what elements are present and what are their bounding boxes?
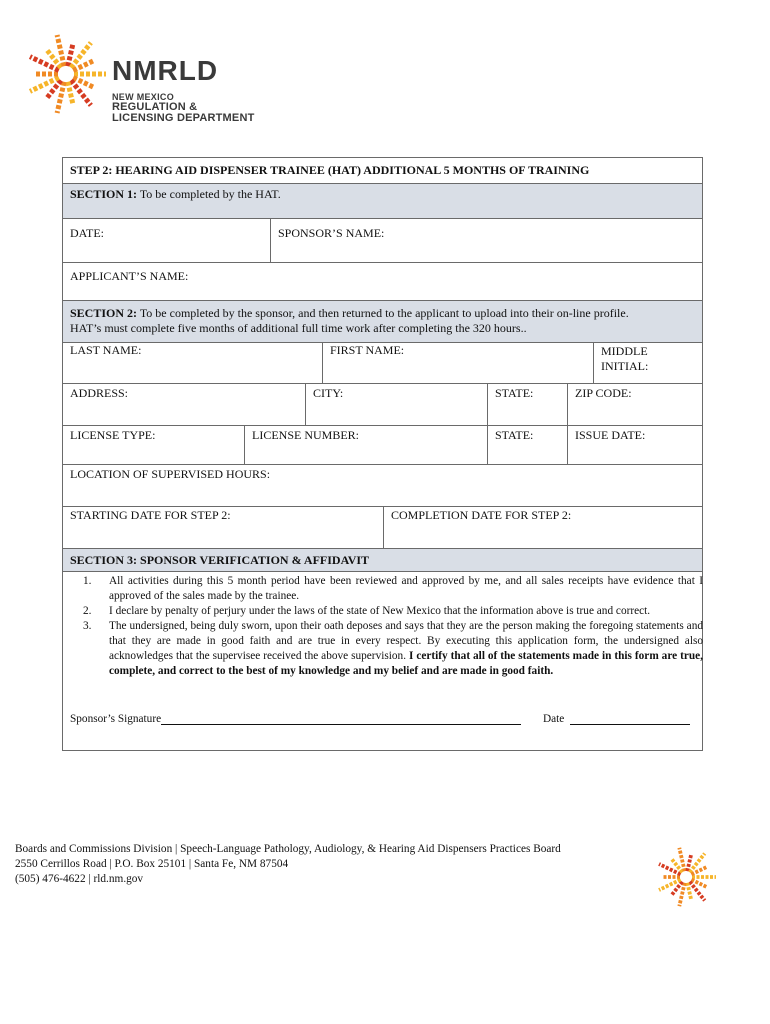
city-label: CITY: — [313, 386, 344, 400]
section2-text: To be completed by the sponsor, and then returned to the applicant to upload into their on-line profile. — [139, 306, 629, 320]
list-item — [83, 574, 703, 604]
nmrld-logo-icon — [22, 28, 112, 118]
section1-heading: SECTION 1: — [70, 187, 138, 201]
license-number-field[interactable] — [245, 426, 488, 464]
city-field[interactable] — [306, 384, 488, 425]
logo-ray — [687, 855, 691, 871]
section2-heading: SECTION 2: — [70, 306, 138, 320]
completion-date-label: COMPLETION DATE FOR STEP 2: — [391, 508, 572, 522]
section2-header — [63, 301, 702, 343]
footer-line1: Boards and Commissions Division | Speech-Language Pathology, Audiology, & Hearing Aid Dispensers Practices Board — [15, 843, 561, 855]
middle-initial-field[interactable] — [594, 343, 702, 383]
item-text: I declare by penalty of perjury under the laws of the state of New Mexico that the information above is true and correct. — [109, 605, 651, 617]
license-number-label: LICENSE NUMBER: — [252, 428, 360, 442]
form-title: STEP 2: HEARING AID DISPENSER TRAINEE (HAT) ADDITIONAL 5 MONTHS OF TRAINING — [70, 163, 590, 177]
logo-ray — [659, 864, 681, 874]
logo-abbr: NMRLD — [112, 55, 219, 86]
address-row — [63, 384, 702, 426]
item-number: 3. — [83, 620, 92, 632]
date-sign-label: Date — [543, 713, 565, 725]
logo-ray — [68, 82, 73, 103]
date-field[interactable] — [63, 219, 271, 262]
section3-heading: SECTION 3: SPONSOR VERIFICATION & AFFIDAVIT — [70, 553, 370, 567]
state-label: STATE: — [495, 386, 534, 400]
certification-statement: I certify that all of the statements made in this form are true, complete, and correct to the best of my knowledge and my belief and are made in good faith. — [109, 650, 703, 677]
zip-label: ZIP CODE: — [575, 386, 632, 400]
issue-date-field[interactable] — [568, 426, 702, 464]
applicant-name-label: APPLICANT’S NAME: — [70, 269, 189, 283]
sponsor-name-field[interactable] — [271, 219, 702, 262]
footer — [15, 842, 561, 887]
date-line[interactable] — [543, 712, 690, 725]
address-label: ADDRESS: — [70, 386, 129, 400]
start-date-label: STARTING DATE FOR STEP 2: — [70, 508, 231, 522]
name-row — [63, 343, 702, 384]
item-text: All activities during this 5 month period have been reviewed and approved by me, and all sales receipts have evidence that I approved of the sales made by the trainee. — [109, 575, 703, 602]
footer-logo-icon — [652, 845, 722, 909]
address-field[interactable] — [63, 384, 306, 425]
nmrld-logo — [112, 55, 255, 124]
location-label: LOCATION OF SUPERVISED HOURS: — [70, 467, 271, 481]
dates-row — [63, 507, 702, 549]
applicant-name-field[interactable] — [63, 263, 702, 301]
footer-line3: (505) 476-4622 | rld.nm.gov — [15, 873, 144, 885]
logo-line1: NEW MEXICO — [112, 92, 175, 102]
signature-blank[interactable] — [161, 712, 521, 725]
start-date-field[interactable] — [63, 507, 384, 548]
license-state-label: STATE: — [495, 428, 534, 442]
signature-line[interactable] — [70, 712, 521, 725]
footer-line2: 2550 Cerrillos Road | P.O. Box 25101 | Santa Fe, NM 87504 — [15, 858, 289, 870]
license-state-field[interactable] — [488, 426, 568, 464]
date-sponsor-row — [63, 219, 702, 263]
form-title-row — [63, 158, 702, 184]
section3-header — [63, 549, 702, 572]
first-name-label: FIRST NAME: — [330, 343, 405, 357]
logo-ray — [68, 45, 73, 66]
logo-ray — [30, 78, 59, 92]
middle-label: MIDDLE — [601, 344, 648, 358]
license-row — [63, 426, 702, 465]
item-number: 2. — [83, 605, 92, 617]
license-type-field[interactable] — [63, 426, 245, 464]
last-name-field[interactable] — [63, 343, 323, 383]
date-label: DATE: — [70, 226, 104, 240]
logo-line3: LICENSING DEPARTMENT — [112, 112, 255, 124]
item-text: The undersigned, being duly sworn, upon their oath deposes and says that they are the person making the foregoing statements and that they are made in good faith and are true in every respect. By executing this application form, the undersigned also acknowledges that the supervisee received the above supervision. — [109, 620, 703, 662]
license-type-label: LICENSE TYPE: — [70, 428, 156, 442]
list-item — [83, 604, 703, 619]
logo-ray — [659, 880, 681, 890]
logo-ray — [687, 883, 691, 899]
zip-field[interactable] — [568, 384, 702, 425]
logo-line2: REGULATION & — [112, 101, 198, 113]
affidavit-list — [83, 574, 703, 679]
section2-text2: HAT’s must complete five months of additional full time work after completing the 320 hours.. — [70, 321, 527, 335]
training-form — [62, 157, 703, 751]
logo-ray — [30, 57, 59, 71]
date-blank[interactable] — [570, 712, 690, 725]
initial-label: INITIAL: — [601, 359, 649, 373]
completion-date-field[interactable] — [384, 507, 702, 548]
location-field[interactable] — [63, 465, 702, 507]
section1-text: To be completed by the HAT. — [139, 187, 281, 201]
list-item — [83, 619, 703, 679]
first-name-field[interactable] — [323, 343, 594, 383]
signature-label: Sponsor’s Signature — [70, 713, 162, 725]
section1-header — [63, 184, 702, 219]
item-number: 1. — [83, 575, 92, 587]
state-field[interactable] — [488, 384, 568, 425]
last-name-label: LAST NAME: — [70, 343, 142, 357]
issue-date-label: ISSUE DATE: — [575, 428, 646, 442]
sponsor-name-label: SPONSOR’S NAME: — [278, 226, 385, 240]
